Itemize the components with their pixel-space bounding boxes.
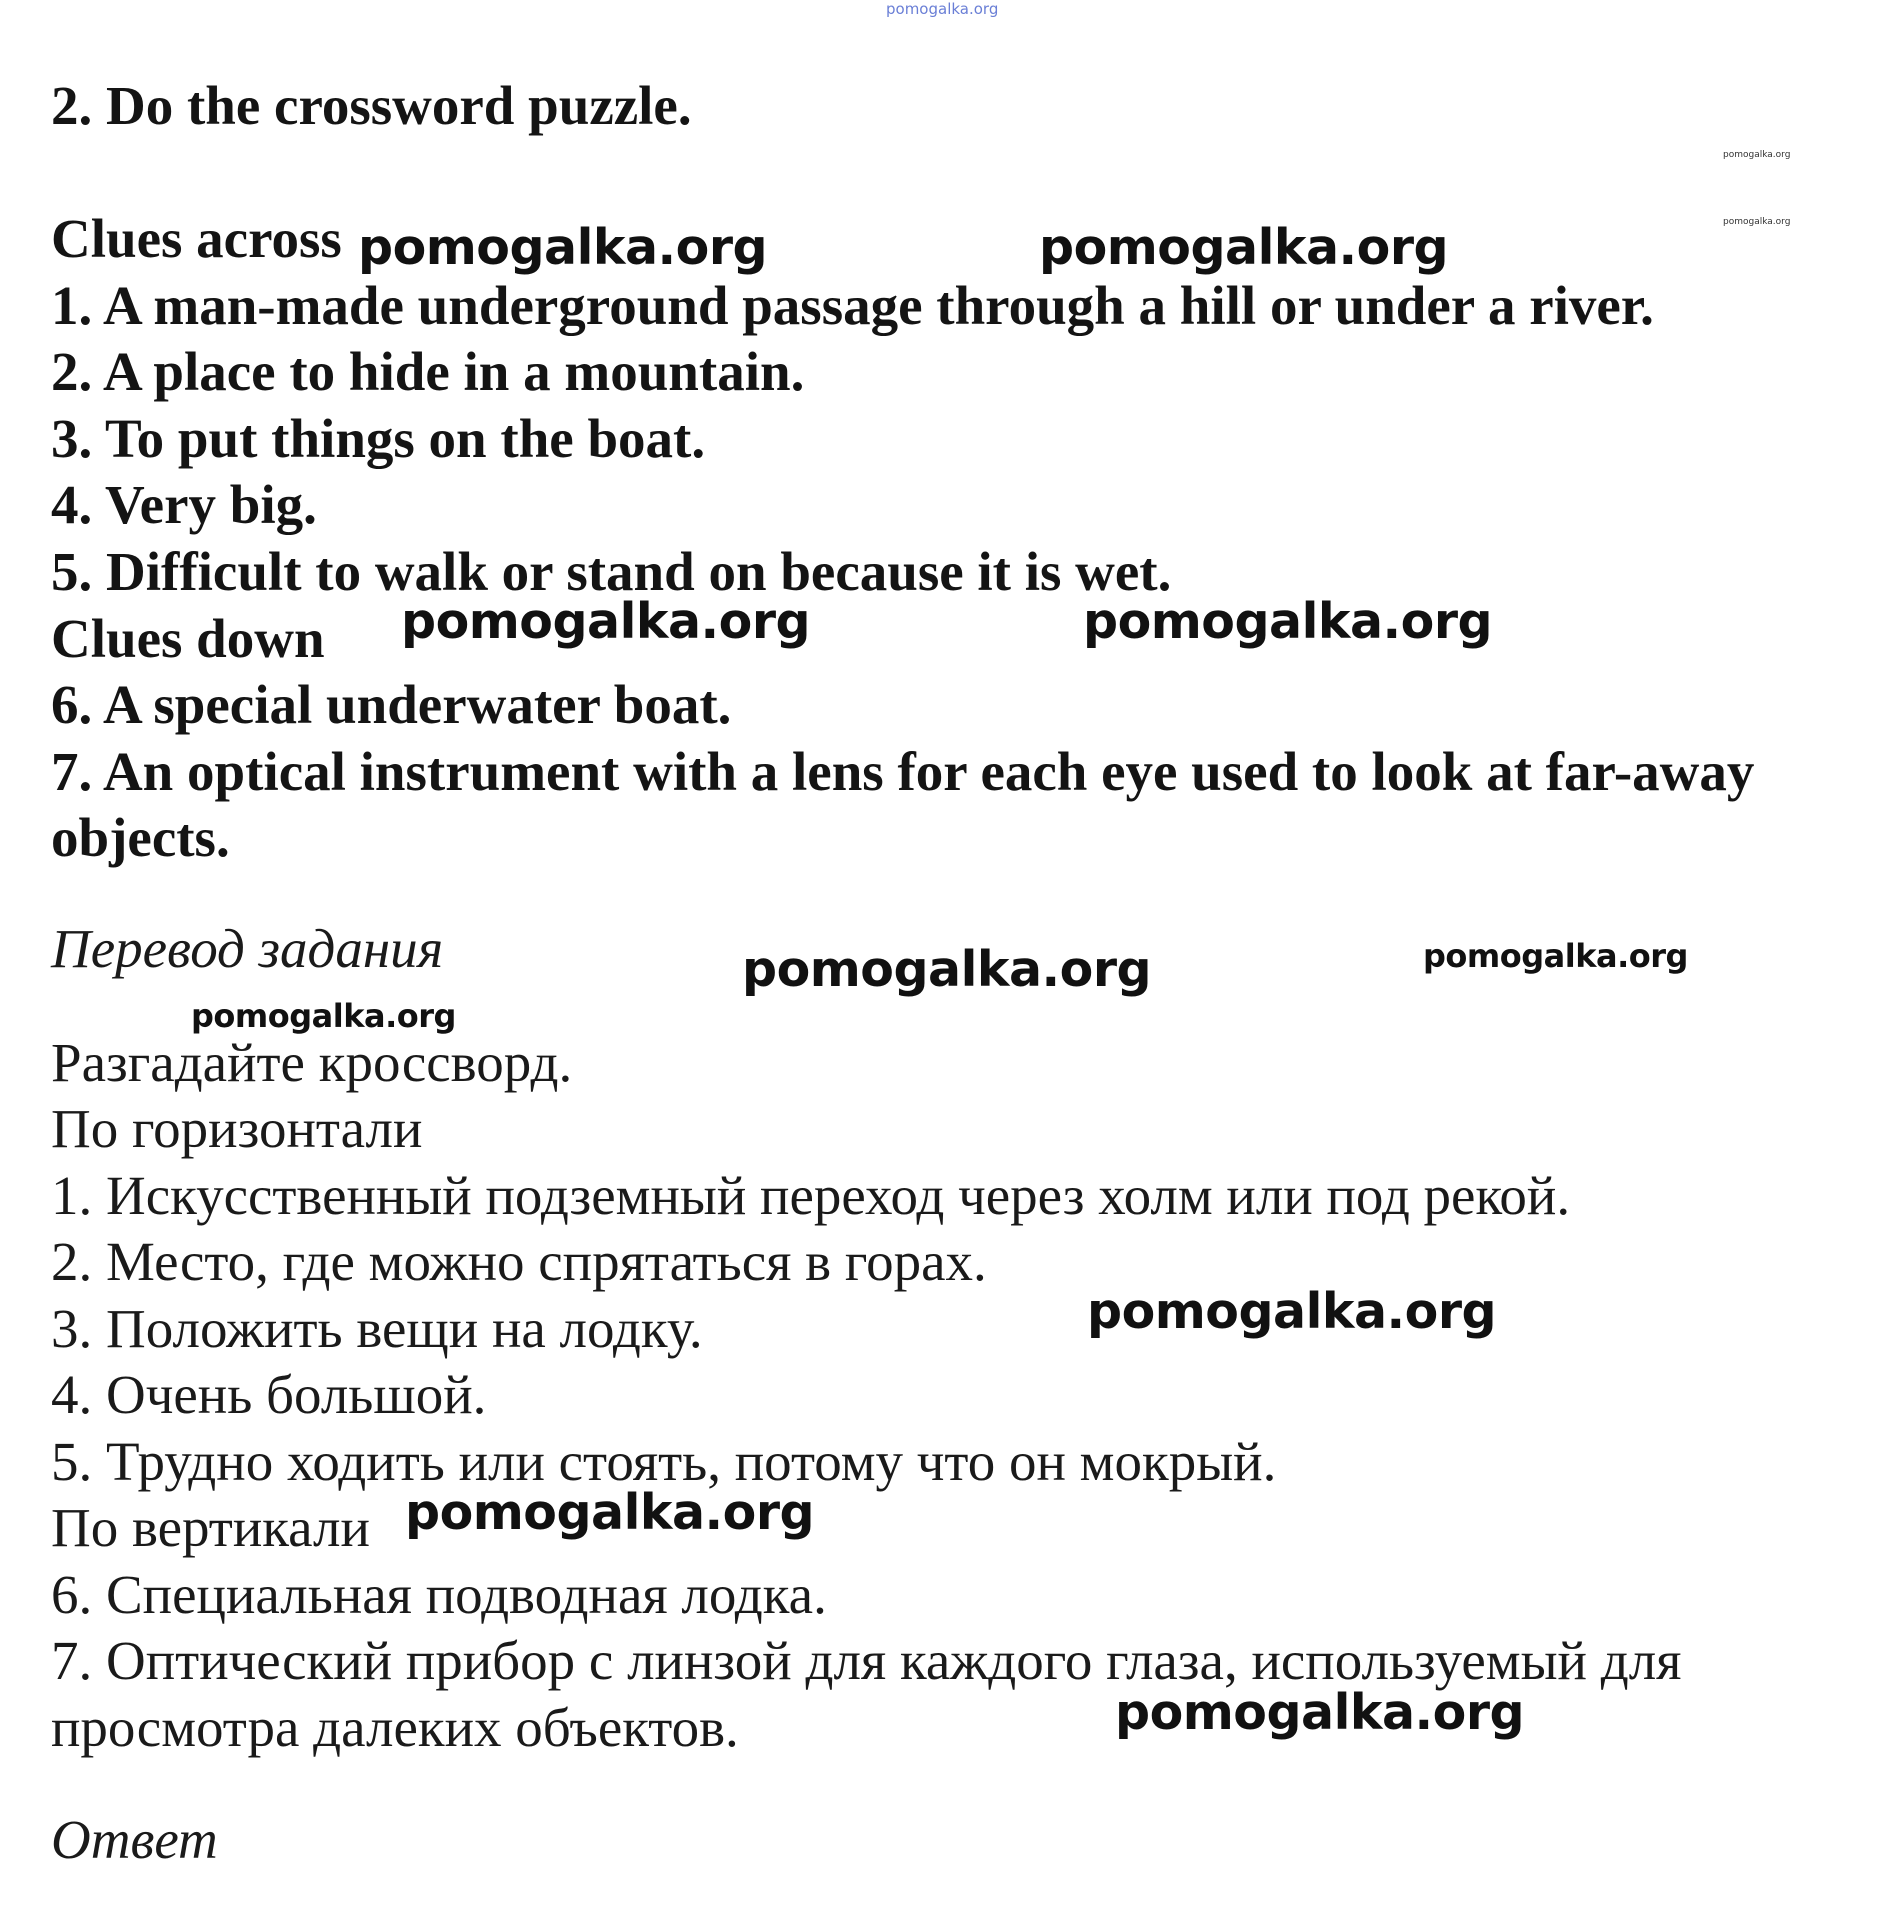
clue-across-4: 4. Very big. (51, 474, 317, 535)
watermark-5: pomogalka.org (742, 941, 1152, 998)
translation-across-1: 1. Искусственный подземный переход через холм или под рекой. (51, 1165, 1571, 1226)
clue-across-5: 5. Difficult to walk or stand on because it is wet. (51, 541, 1172, 602)
watermark-9: pomogalka.org (405, 1484, 815, 1541)
watermark-3: pomogalka.org (401, 593, 811, 650)
translation-down-6: 6. Специальная подводная лодка. (51, 1564, 827, 1625)
clue-down-6: 6. A special underwater boat. (51, 674, 732, 735)
watermark-8: pomogalka.org (1087, 1283, 1497, 1340)
translation-across-5: 5. Трудно ходить или стоять, потому что он мокрый. (51, 1431, 1277, 1492)
watermark-4: pomogalka.org (1083, 593, 1493, 650)
watermark-top: pomogalka.org (886, 0, 999, 18)
watermark-6: pomogalka.org (1423, 937, 1688, 975)
translation-down-7: 7. Оптический прибор с линзой для каждого глаза, используемый для (51, 1630, 1682, 1691)
watermark-2: pomogalka.org (1039, 219, 1449, 276)
clues-across-label: Clues across (51, 208, 342, 269)
translation-label: Перевод задания (51, 918, 444, 979)
clue-down-7-cont: objects. (51, 807, 230, 868)
translation-across-2: 2. Место, где можно спрятаться в горах. (51, 1231, 987, 1292)
translation-across-label: По горизонтали (51, 1098, 423, 1159)
watermark-tiny-1: pomogalka.org (1723, 150, 1791, 160)
translation-across-4: 4. Очень большой. (51, 1364, 487, 1425)
answer-label: Ответ (51, 1809, 218, 1870)
clue-across-1: 1. A man-made underground passage through a hill or under a river. (51, 275, 1654, 336)
clues-down-label: Clues down (51, 608, 325, 669)
watermark-7: pomogalka.org (191, 997, 456, 1035)
watermark-10: pomogalka.org (1115, 1684, 1525, 1741)
translation-heading: Разгадайте кроссворд. (51, 1032, 573, 1093)
clue-across-3: 3. To put things on the boat. (51, 408, 706, 469)
clue-across-2: 2. A place to hide in a mountain. (51, 341, 805, 402)
translation-across-3: 3. Положить вещи на лодку. (51, 1298, 703, 1359)
watermark-1: pomogalka.org (358, 219, 768, 276)
task-heading: 2. Do the crossword puzzle. (51, 75, 692, 136)
translation-down-label: По вертикали (51, 1497, 370, 1558)
translation-down-7-cont: просмотра далеких объектов. (51, 1697, 739, 1758)
watermark-tiny-2: pomogalka.org (1723, 217, 1791, 227)
clue-down-7: 7. An optical instrument with a lens for each eye used to look at far-away (51, 741, 1755, 802)
